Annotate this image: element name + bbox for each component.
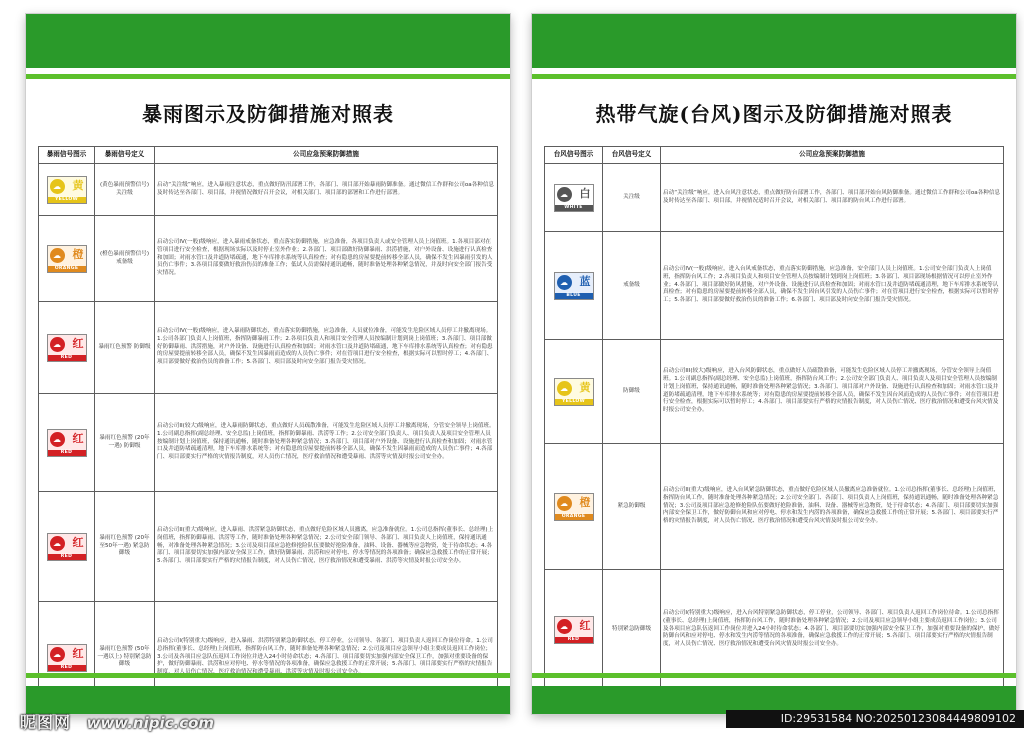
signal-color-char: 橙 (579, 495, 591, 509)
typhoon-signal-icon (554, 493, 594, 521)
signal-color-char: 黄 (72, 178, 84, 192)
bottom-light-stripe (532, 673, 1016, 678)
signal-color-word: WHITE (555, 205, 593, 211)
rainstorm-signal-icon (47, 334, 87, 362)
header-signal-icon: 暴雨信号图示 (39, 147, 95, 164)
defense-measures: 启动公司IV(一般)级响应，进入台风戒备状态，重点落实防御措施，应急准备，安全部门人员上岗值班。1.公司安全部门负责人上岗值班，指挥防台风工作；2.各项目负责人和项目安全管理人员按编制计划到岗上岗值班；3.各部门、项目部现场根据情况可以停止室外作业；4.各部门、项目部做好防风措施，对户外设备、设施进行认真检查和加固；对雨水管口及井道防堵疏通清理，地下车库排水系统等认真检查；对有隐患的房屋要提前转移全部人员，确保不发生因台风引发的人员伤亡事件；对在管项目进行安全检查，根据实际可以暂时停工；5.各部门、项目部要做好救治伤员的准备工作；6.各部门、项目部及时向安全部门报告受灾情况。 (661, 232, 1004, 340)
signal-icon-cell (545, 570, 603, 690)
weather-symbol-icon: ☁ (557, 275, 572, 290)
signal-icon-cell (545, 164, 603, 232)
signal-definition: 暴雨红色预警 防御级 (95, 302, 155, 394)
typhoon-table (544, 146, 1004, 690)
typhoon-title: 热带气旋(台风)图示及防御措施对照表 (595, 102, 953, 126)
table-row (545, 340, 1004, 444)
header-measures: 公司应急预案防御措施 (661, 147, 1004, 164)
signal-color-word: RED (48, 450, 86, 456)
table-row (545, 444, 1004, 570)
signal-icon-cell (39, 164, 95, 216)
signal-icon-cell (545, 444, 603, 570)
defense-measures: 启动“关注级”响应，进入暴雨注意状态，重点做好防汛部署工作，各部门、项目部开始暴雨防御准备。通过微信工作群和公司oa各种信息及时传达至各部门、项目部，并视情况做好召开会议，对相关部门、项目部的部署和工作进行部署。 (155, 164, 498, 216)
weather-symbol-icon: ☁ (50, 179, 65, 194)
top-green-band (532, 14, 1016, 68)
signal-icon-cell (545, 232, 603, 340)
signal-color-word: ORANGE (48, 266, 86, 272)
rainstorm-signal-icon (47, 644, 87, 672)
defense-measures: 启动公司III(较大)级响应，进入台风防御状态，重点做好人员疏散准备，可能发生危险区域人员停工并撤离现场，分管安全领导上岗值班。1.公司副总指挥(副总经理、安全总监)上岗值班，指挥防台风工作；2.公司安全部门负责人、项目负责人及项目安全管理人员按编制计划上岗值班，保持通讯通畅，随时准备处理各种紧急情况；3.各部门、项目部对户外设备、设施进行认真检查和加固；对雨水管口及井道防堵疏通清理，地下车库排水系统等；对有隐患的房屋要提前转移全部人员，确保不发生因台风而造成的人员伤亡事件；对在管项目进行安全检查，根据实际可以暂时停工；4.各部门、项目部要实行严格的灾情报告制度，对人员伤亡情况、医疗救治情况和遭受台风灾情及时报公司安全办。 (661, 340, 1004, 444)
rainstorm-poster (26, 14, 510, 714)
signal-definition: 特别紧急防御级 (603, 570, 661, 690)
typhoon-signal-icon (554, 378, 594, 406)
defense-measures: 启动公司I(特别重大)级响应，进入台风特别紧急防御状态，停工停业，公司领导、各部门、项目负责人返回工作岗位待命。1.公司总指挥(董事长、总经理)上岗值班，指挥防台风工作，随时准备处理各种紧急情况；2.公司及项目应急领导小组主要成员返回工作岗位；3.公司及各项目应急队伍返回工作岗位并进入24小时待命状态；4.各部门、项目部要切实加强内部安全保卫工作，加强对重要设备的保护，做好防御台风和应对停电、停水和发生内涝等情况的各项准备，确保应急救援工作的正常开展；5.各部门、项目部要实行严格的灾情报告制度，对人员伤亡情况、医疗救治情况和遭受台风灾情及时报公司安全办。 (661, 570, 1004, 690)
signal-definition: 防御级 (603, 340, 661, 444)
table-row (545, 164, 1004, 232)
typhoon-signal-icon (554, 184, 594, 212)
watermark-url: www.nipic.com (86, 714, 215, 732)
watermark-left (20, 710, 214, 732)
defense-measures: 启动公司I(特别重大)级响应，进入暴雨、洪涝特别紧急防御状态，停工停业，公司领导、各部门、项目负责人返回工作岗位待命。1.公司总指挥(董事长、总经理)上岗值班，指挥防台风工作，随时准备处理各种紧急情况；2.公司及项目应急领导小组主要成员返回工作岗位；3.公司及各项目应急队伍返回工作岗位并进入24小时待命状态；4.各部门、项目部要切实加强内部安全保卫工作，加强对重要设备的保护，做好防御暴雨、洪涝和应对停电、停水等情况的各项准备，确保应急救援工作的正常开展；5.各部门、项目部要实行严格的灾情报告 (155, 602, 498, 714)
typhoon-poster (532, 14, 1016, 714)
signal-definition: 暴雨红色预警 (50年一遇以上) 特别紧急防御级 (95, 602, 155, 714)
signal-color-word: BLUE (555, 293, 593, 299)
top-light-stripe (532, 74, 1016, 79)
signal-color-word: ORANGE (555, 514, 593, 520)
signal-color-char: 红 (72, 535, 84, 549)
signal-color-char: 黄 (579, 380, 591, 394)
bottom-light-stripe (26, 673, 510, 678)
rainstorm-table (38, 146, 498, 714)
top-light-stripe (26, 74, 510, 79)
weather-symbol-icon: ☁ (557, 619, 572, 634)
rainstorm-signal-icon (47, 429, 87, 457)
table-row (39, 216, 498, 302)
weather-symbol-icon: ☁ (557, 496, 572, 511)
top-green-band (26, 14, 510, 68)
rainstorm-signal-icon (47, 245, 87, 273)
defense-measures: 启动公司IV(一般)级响应，进入暴雨戒备状态，重点落实防御措施，应急准备，各项目负责人或安全管理人员上岗值班。1.各项目部对在管项目进行安全检查，根据现场实际以及时停止室外作业；2.各部门、项目部做好防御暴雨、洪涝措施，对户外设备、设施进行认真检查和加固；对雨水管口及井道防堵疏通，地下车库排水系统等认真检查；对有隐患的房屋要提前转移全部人员，确保不发生因暴雨引发的人员伤亡事件；3.各项目部要做好救治伤员的准备工作；低试人员需保持通讯通畅，随时准备处理各种紧急情况，并及时向安全部门报告受灾情况。 (155, 216, 498, 302)
signal-color-char: 红 (579, 618, 591, 632)
table-row (39, 164, 498, 216)
defense-measures: 启动“关注级”响应，进入台风注意状态，重点做好防台部署工作，各部门、项目部开始台风防御准备。通过微信工作群和公司oa各种信息及时传达至各部门、项目部，并视情况适时召开会议，对相关部门、项目部的防台风工作进行部署。 (661, 164, 1004, 232)
signal-definition: 紧急防御级 (603, 444, 661, 570)
rainstorm-signal-icon (47, 176, 87, 204)
signal-icon-cell (545, 340, 603, 444)
defense-measures: 启动公司II(重大)级响应，进入暴雨、洪涝紧急防御状态，重点做好危险区域人员撤离，应急准备就位。1.公司总指挥(董事长、总经理)上岗值班，指挥防御暴雨、洪涝等工作，随时准备处理各种紧急情况；2.公司安全部门领导、各部门、项目负责人上岗值班，保持通讯通畅，对准备处理各种紧急情况；3.公司及项目部应急抢修抢险队伍要做好抢险准备，油料、设备、器械等应急物资，处于待命状态；4.各部门、项目部要切实加强内部安全保卫工作，做好防御暴雨、洪涝和应对停电、停水等情况的各项准备；确保应急救援工作的正常开展；5.各部门、项目部要实行严格的灾情报告制度，对人员伤亡情况，医疗救治情况和遭受暴雨、洪涝等灾情及时报公司安全办。 (155, 492, 498, 602)
weather-symbol-icon: ☁ (50, 647, 65, 662)
signal-color-char: 红 (72, 336, 84, 350)
signal-icon-cell (39, 216, 95, 302)
weather-symbol-icon: ☁ (557, 381, 572, 396)
table-row (39, 394, 498, 492)
signal-icon-cell (39, 302, 95, 394)
signal-color-word: RED (48, 554, 86, 560)
defense-measures: 启动公司IV(一般)级响应，进入暴雨防御状态，重点落实防御措施，应急准备，人员就位准备，可能发生危险区域人员停工并撤离现场。1.公司各部门负责人上岗值班，指挥防御暴雨工作；2.各项目负责人和项目安全管理人员按编制计划到岗上岗值班；3.各部门、项目部做好防御暴雨、洪涝措施，对户外设备、设施进行认真检查和加固；对雨水管口及井道防堵疏通，地下车库排水系统等认真检查；对有隐患的房屋要提前转移全部人员，确保不发生因暴雨而造成的人员伤亡事件；对在管项目进行安全检查，根据实际可以暂时停工；4.各部门、项目部要做好救治伤员的准备工作；5.各部门、项目部及时向安全部门报告受灾情况。 (155, 302, 498, 394)
watermark-logo: 昵图网 (20, 713, 72, 732)
signal-color-char: 白 (579, 186, 591, 200)
watermark-id: ID:29531584 NO:20250123084449809102 (726, 710, 1024, 728)
header-signal-definition: 台风信号定义 (603, 147, 661, 164)
signal-color-char: 橙 (72, 247, 84, 261)
defense-measures: 启动公司II(重大)级响应，进入台风紧急防御状态，重点做好危险区域人员撤离应急准备就位。1.公司总指挥(董事长、总经理)上岗值班，指挥防台风工作，随时准备处理各种紧急情况；2.公司安全部门、各部门、项目负责人上岗值班，保持通讯通畅，随时准备处理各种紧急情况；3.公司及项目部应急抢修抢险队伍要做好抢险准备，油料、设备、器械等应急物资，处于待命状态；4.各部门、项目部要切实加强内部安全保卫工作，做好防御台风和应对停电、停水和发生内涝的各项准备，确保应急救援工作的正常开展；5.各部门、项目部要实行严格的灾情报告制度，对人员伤亡情况、医疗救治情况和遭受台风灾情及时报公司安全办。 (661, 444, 1004, 570)
signal-color-word: YELLOW (48, 197, 86, 203)
signal-definition: 戒备级 (603, 232, 661, 340)
signal-color-word: RED (555, 637, 593, 643)
signal-icon-cell (39, 492, 95, 602)
rainstorm-title: 暴雨图示及防御措施对照表 (142, 102, 394, 126)
table-header-row (39, 147, 498, 164)
weather-symbol-icon: ☁ (50, 536, 65, 551)
table-row (545, 570, 1004, 690)
header-measures: 公司应急预案防御措施 (155, 147, 498, 164)
header-signal-definition: 暴雨信号定义 (95, 147, 155, 164)
signal-definition: (橙色暴雨预警信号) 戒备级 (95, 216, 155, 302)
weather-symbol-icon: ☁ (50, 248, 65, 263)
header-signal-icon: 台风信号图示 (545, 147, 603, 164)
signal-icon-cell (39, 394, 95, 492)
typhoon-signal-icon (554, 272, 594, 300)
weather-symbol-icon: ☁ (557, 187, 572, 202)
weather-symbol-icon: ☁ (50, 337, 65, 352)
rainstorm-signal-icon (47, 533, 87, 561)
table-row (39, 302, 498, 394)
table-row (39, 492, 498, 602)
signal-color-char: 红 (72, 431, 84, 445)
signal-color-word: RED (48, 355, 86, 361)
signal-definition: 关注级 (603, 164, 661, 232)
table-row (545, 232, 1004, 340)
signal-definition: 暴雨红色预警 (20年一遇) 防御级 (95, 394, 155, 492)
signal-color-word: RED (48, 665, 86, 671)
typhoon-signal-icon (554, 616, 594, 644)
signal-definition: (黄色暴雨预警信号) 关注级 (95, 164, 155, 216)
signal-color-char: 红 (72, 646, 84, 660)
signal-color-char: 蓝 (579, 274, 591, 288)
weather-symbol-icon: ☁ (50, 432, 65, 447)
signal-definition: 暴雨红色预警 (20年至50年一遇) 紧急防御级 (95, 492, 155, 602)
defense-measures: 启动公司II(较大)级响应，进入暴雨防御状态，重点做好人员疏散准备，可能发生危险区域人员停工并撤离现场，分管安全领导上岗值班。1.公司副总指挥(副总经理、安全总监)上岗值班，指挥防御暴雨、洪涝等工作；2.公司安全部门负责人、项目负责人及项目安全管理人员按编制计划上岗值班，保持通讯通畅，随时准备处理各种紧急情况；3.各部门、项目部对户外设备、设施进行认真检查和加固；对雨水管口及井道防堵疏通清理，地下车库排水系统等；对有隐患的房屋要提前转移全部人员，确保不发生因暴雨而造成的人员伤亡事件；4.各部门、项目部要实行严格的灾情报告制度，对人员伤亡情况，医疗救治情况和遭受暴雨、洪涝等灾情及时报公司安全办。 (155, 394, 498, 492)
table-header-row (545, 147, 1004, 164)
signal-color-word: YELLOW (555, 399, 593, 405)
